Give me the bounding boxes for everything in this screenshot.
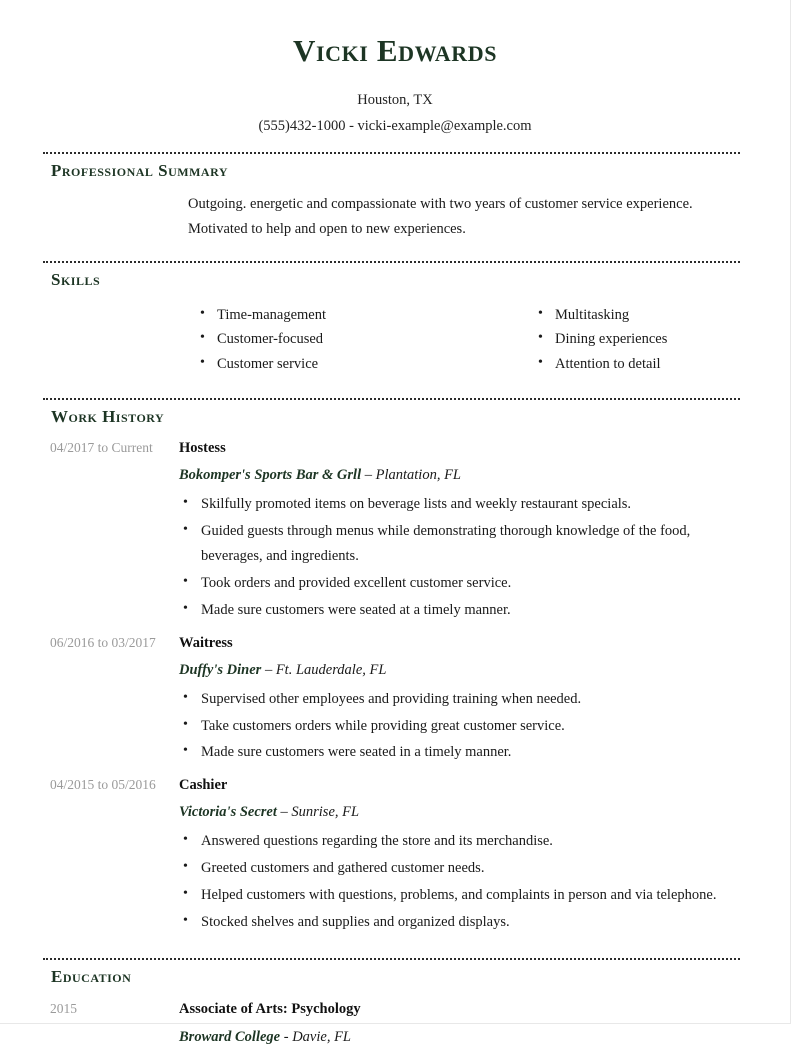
work-entry-company-line: [179, 660, 747, 681]
work-entry-title: Cashier: [179, 777, 228, 794]
work-bullet: • Stocked shelves and supplies and organized displays.: [179, 910, 721, 935]
education-entry: [43, 999, 747, 1048]
skills-column-right: [493, 303, 788, 377]
work-entry: [43, 775, 747, 935]
skill-item: • Multitasking: [536, 303, 788, 328]
skill-item: • Customer-focused: [198, 327, 493, 352]
work-entry-body: [179, 438, 747, 623]
education-location: Davie, FL: [292, 1028, 351, 1045]
section-title-work-history: Work History: [51, 407, 165, 427]
education-degree-field: : Psychology: [282, 1000, 361, 1017]
summary-line: Motivated to help and open to new experiences.: [188, 221, 466, 238]
work-entry: [43, 438, 747, 623]
work-entry: [43, 633, 747, 766]
work-bullet: • Take customers orders while providing great customer service.: [179, 714, 721, 739]
resume-header: [0, 0, 790, 136]
section-divider: [43, 398, 740, 400]
section-title-professional-summary: Professional Summary: [51, 160, 229, 180]
section-divider: [43, 152, 740, 154]
work-entry-bullets: [179, 829, 747, 935]
summary-line: Outgoing. energetic and compassionate with two years of customer service experience.: [188, 196, 693, 213]
work-bullet: • Guided guests through menus while demonstrating thorough knowledge of the food, beverages, and ingredients.: [179, 519, 721, 569]
work-bullet: • Helped customers with questions, problems, and complaints in person and via telephone.: [179, 883, 721, 908]
work-entry-dates: 04/2015 to 05/2016: [50, 777, 156, 793]
work-bullet: • Answered questions regarding the store and its merchandise.: [179, 829, 721, 854]
work-entry-title: Hostess: [179, 439, 226, 456]
section-skills: [43, 261, 747, 376]
work-entry-company: Bokomper's Sports Bar & Grll: [179, 466, 362, 483]
work-entry-bullets: [179, 492, 747, 623]
skill-item: • Attention to detail: [536, 352, 788, 377]
work-bullet: • Supervised other employees and providing training when needed.: [179, 687, 721, 712]
education-degree-label: Associate of Arts: [179, 1000, 283, 1017]
work-entry-company-line: [179, 802, 747, 823]
section-divider: [43, 261, 740, 263]
work-entry-bullets: [179, 687, 747, 766]
work-entry-location: Plantation, FL: [375, 466, 461, 483]
skills-columns: [198, 303, 788, 377]
work-entry-body: [179, 633, 747, 766]
work-bullet: • Made sure customers were seated at a timely manner.: [179, 598, 721, 623]
work-entry-separator: –: [361, 466, 376, 483]
work-bullet: • Skilfully promoted items on beverage lists and weekly restaurant specials.: [179, 492, 721, 517]
work-bullet: • Took orders and provided excellent customer service.: [179, 571, 721, 596]
work-entry-body: [179, 775, 747, 935]
education-entry-body: [179, 999, 747, 1048]
education-separator: -: [280, 1028, 293, 1045]
education-entry-school-line: [179, 1027, 747, 1048]
work-entry-location: Ft. Lauderdale, FL: [275, 661, 387, 678]
skills-column-left: [198, 303, 493, 377]
candidate-contact: (555)432-1000 - vicki-example@example.com: [258, 118, 532, 135]
work-bullet: • Greeted customers and gathered customer needs.: [179, 856, 721, 881]
work-entry-dates: 04/2017 to Current: [50, 439, 153, 455]
education-entry-degree: [179, 999, 747, 1020]
section-professional-summary: [43, 152, 747, 242]
section-work-history: [43, 398, 747, 935]
work-bullet: • Made sure customers were seated in a timely manner.: [179, 740, 721, 765]
work-entry-company: Victoria's Secret: [179, 804, 277, 821]
skill-item: • Customer service: [198, 352, 493, 377]
section-education: [43, 958, 747, 1047]
section-title-education: Education: [51, 967, 132, 987]
work-entry-location: Sunrise, FL: [291, 804, 360, 821]
work-entry-company: Duffy's Diner: [179, 661, 262, 678]
skill-item: • Dining experiences: [536, 327, 788, 352]
work-entry-dates: 06/2016 to 03/2017: [50, 634, 156, 650]
summary-text-block: [188, 192, 733, 242]
work-entry-title: Waitress: [179, 634, 233, 651]
section-title-skills: Skills: [51, 270, 101, 290]
education-entry-year: 2015: [50, 1000, 77, 1016]
skill-item: • Time-management: [198, 303, 493, 328]
work-entry-company-line: [179, 465, 747, 486]
candidate-name: Vicki Edwards: [292, 33, 498, 68]
work-entry-separator: –: [261, 661, 276, 678]
section-divider: [43, 958, 740, 960]
work-entry-separator: –: [276, 804, 292, 821]
candidate-location: Houston, TX: [357, 92, 433, 109]
education-school: Broward College: [179, 1028, 281, 1045]
